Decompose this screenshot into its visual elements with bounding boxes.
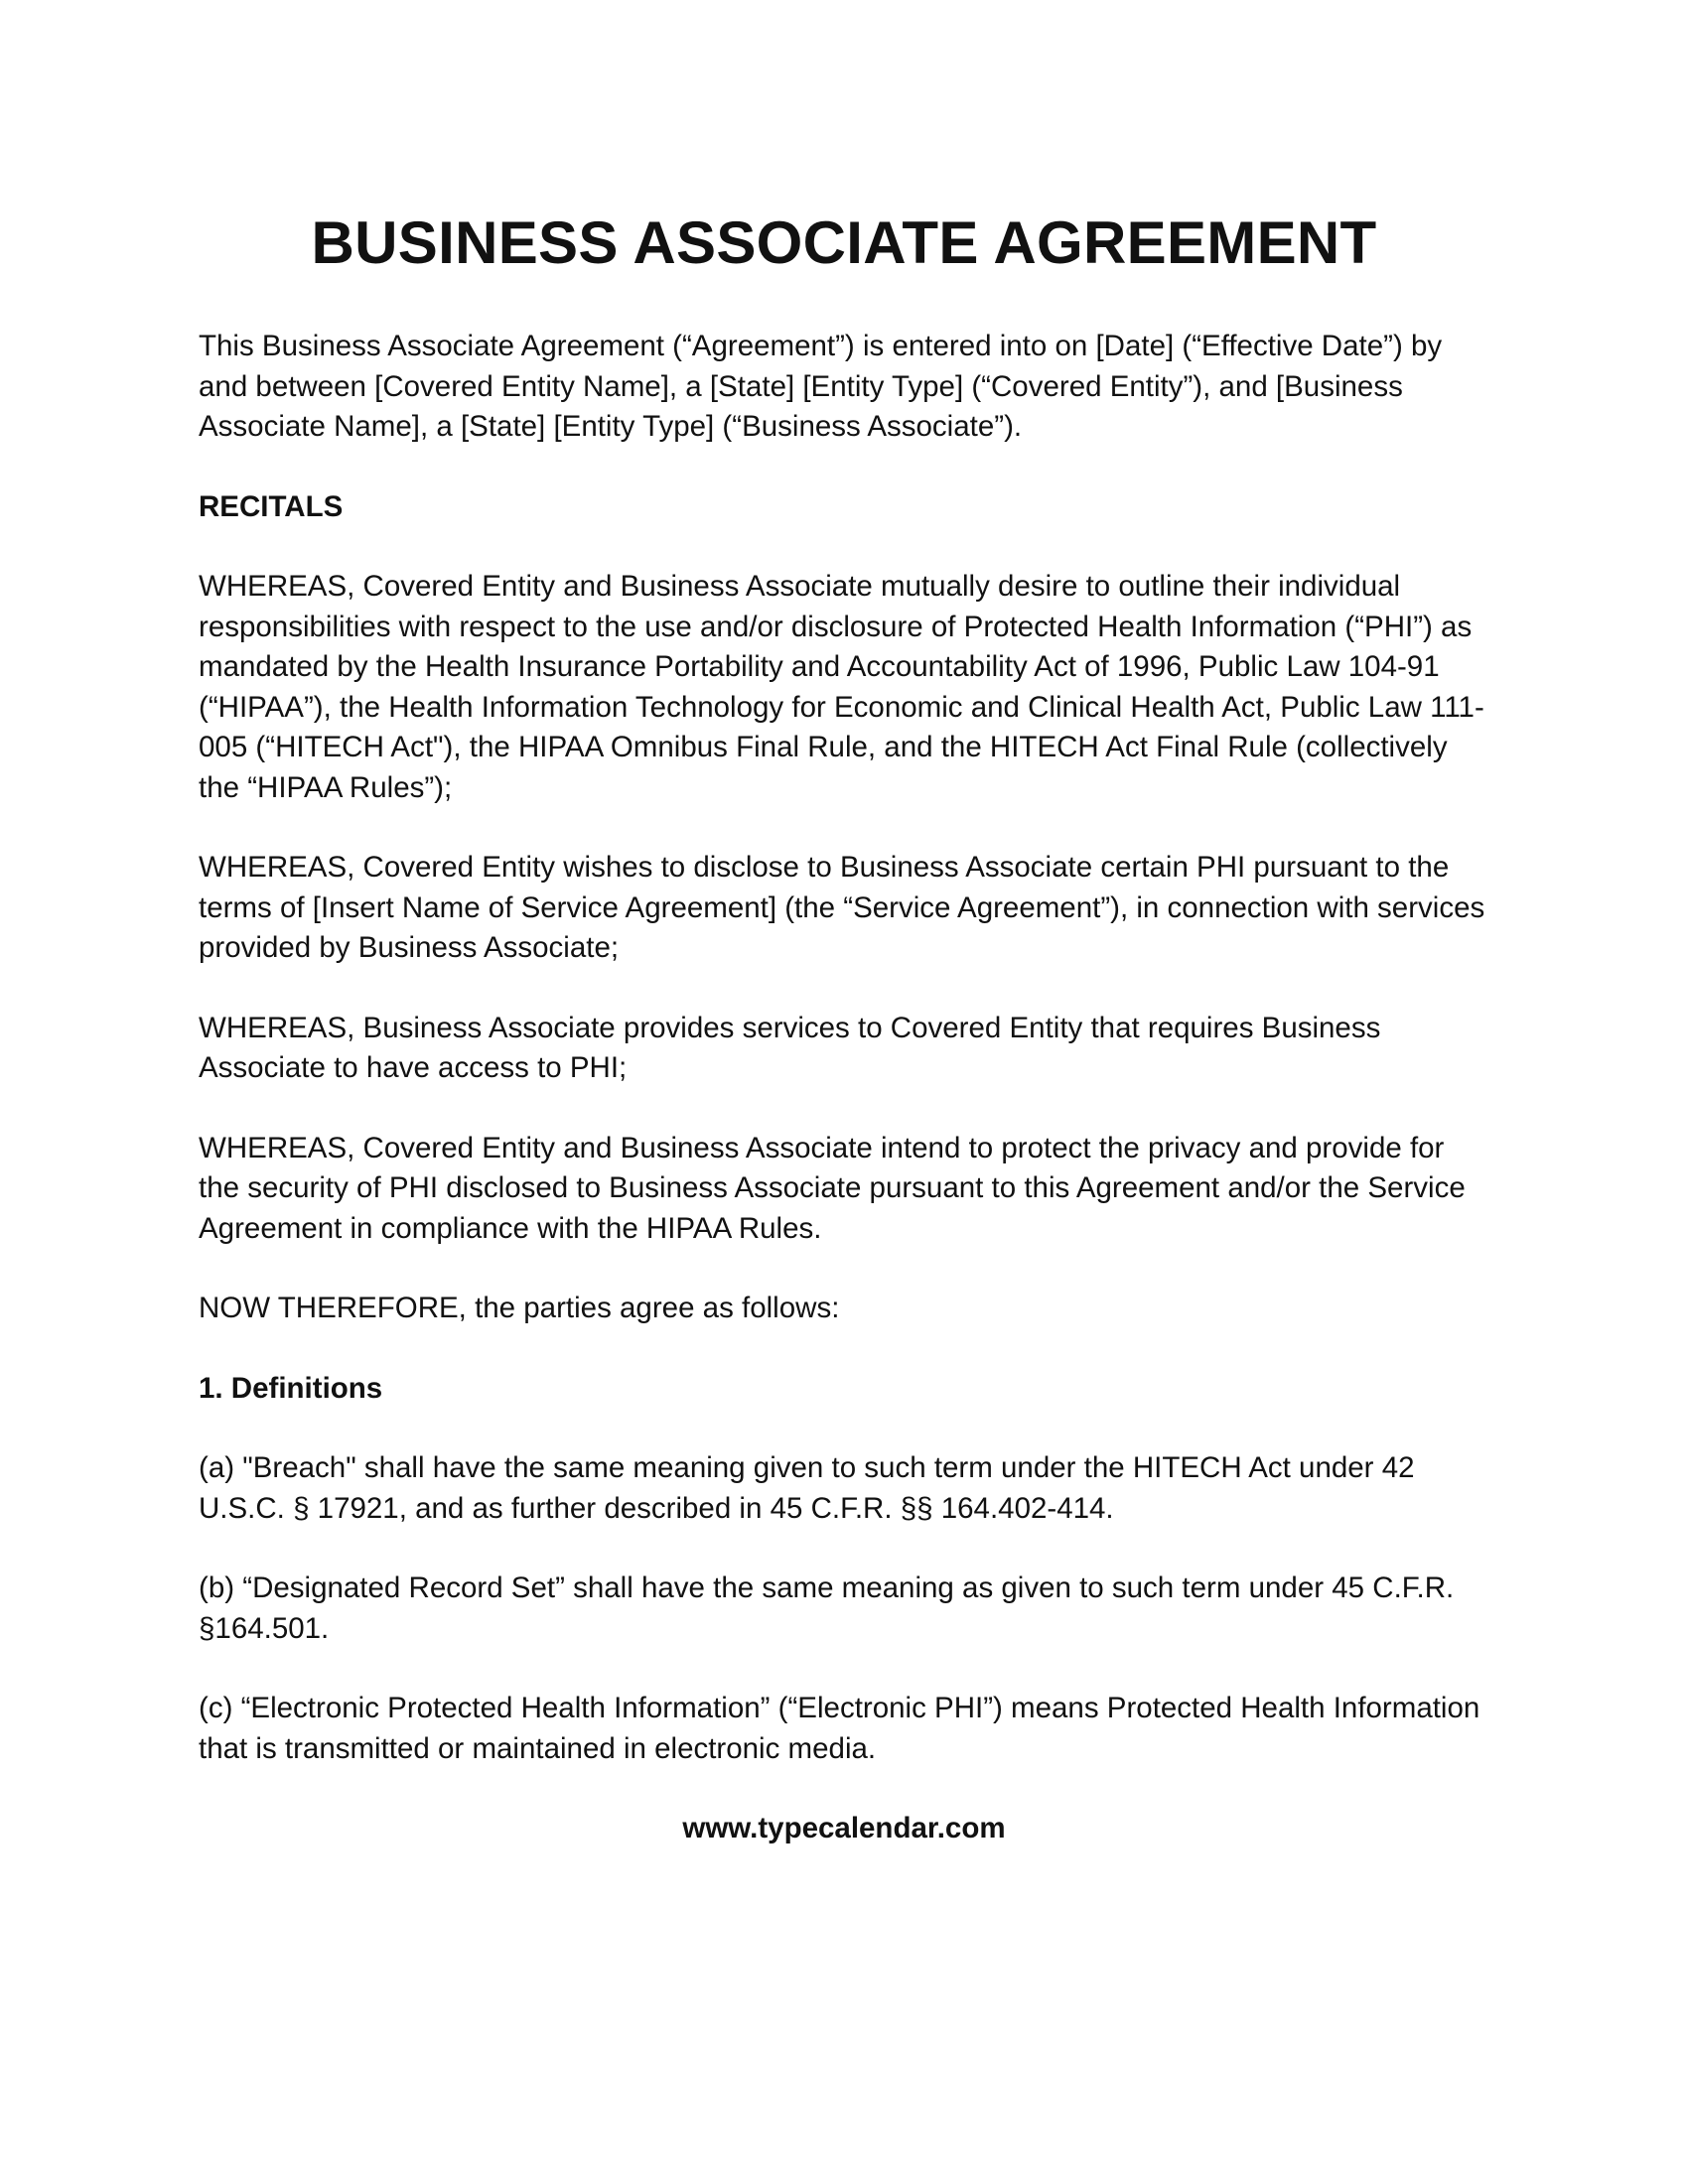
now-therefore-paragraph: NOW THEREFORE, the parties agree as follows: [199, 1292, 840, 1324]
document-body [199, 204, 1489, 1848]
definition-c: (c) “Electronic Protected Health Information” (“Electronic PHI”) means Protected Health Information that is transmitted or maintained in electronic media. [199, 1692, 1480, 1765]
recital-paragraph-2: WHEREAS, Covered Entity wishes to disclose to Business Associate certain PHI pursuant to the terms of [Insert Name of Service Agreement] (the “Service Agreement”), in connection with services provided by Business Associate; [199, 851, 1485, 964]
definition-a: (a) "Breach" shall have the same meaning given to such term under the HITECH Act under 42 U.S.C. § 17921, and as further described in 45 C.F.R. §§ 164.402-414. [199, 1451, 1415, 1525]
definition-b: (b) “Designated Record Set” shall have the same meaning as given to such term under 45 C.F.R. §164.501. [199, 1571, 1455, 1645]
recital-paragraph-1: WHEREAS, Covered Entity and Business Associate mutually desire to outline their individual responsibilities with respect to the use and/or disclosure of Protected Health Information (“PHI”) as mandated by the Health Insurance Portability and Accountability Act of 1996, Public Law 104-91 (“HIPAA”), the Health Information Technology for Economic and Clinical Health Act, Public Law 111-005 (“HITECH Act"), the HIPAA Omnibus Final Rule, and the HITECH Act Final Rule (collectively the “HIPAA Rules”); [199, 570, 1484, 804]
document-title: BUSINESS ASSOCIATE AGREEMENT [311, 209, 1377, 276]
intro-paragraph: This Business Associate Agreement (“Agreement”) is entered into on [Date] (“Effective Date”) by and between [Covered Entity Name], a [State] [Entity Type] (“Covered Entity”), and [Business Associate Name], a [State] [Entity Type] (“Business Associate”). [199, 330, 1443, 443]
footer-website: www.typecalendar.com [682, 1812, 1006, 1844]
recitals-heading: RECITALS [199, 489, 344, 523]
section-definitions-heading: 1. Definitions [199, 1371, 383, 1405]
recital-paragraph-4: WHEREAS, Covered Entity and Business Associate intend to protect the privacy and provide for the security of PHI disclosed to Business Associate pursuant to this Agreement and/or the Service Agreement in compliance with the HIPAA Rules. [199, 1131, 1466, 1245]
recital-paragraph-3: WHEREAS, Business Associate provides services to Covered Entity that requires Business Associate to have access to PHI; [199, 1011, 1381, 1084]
